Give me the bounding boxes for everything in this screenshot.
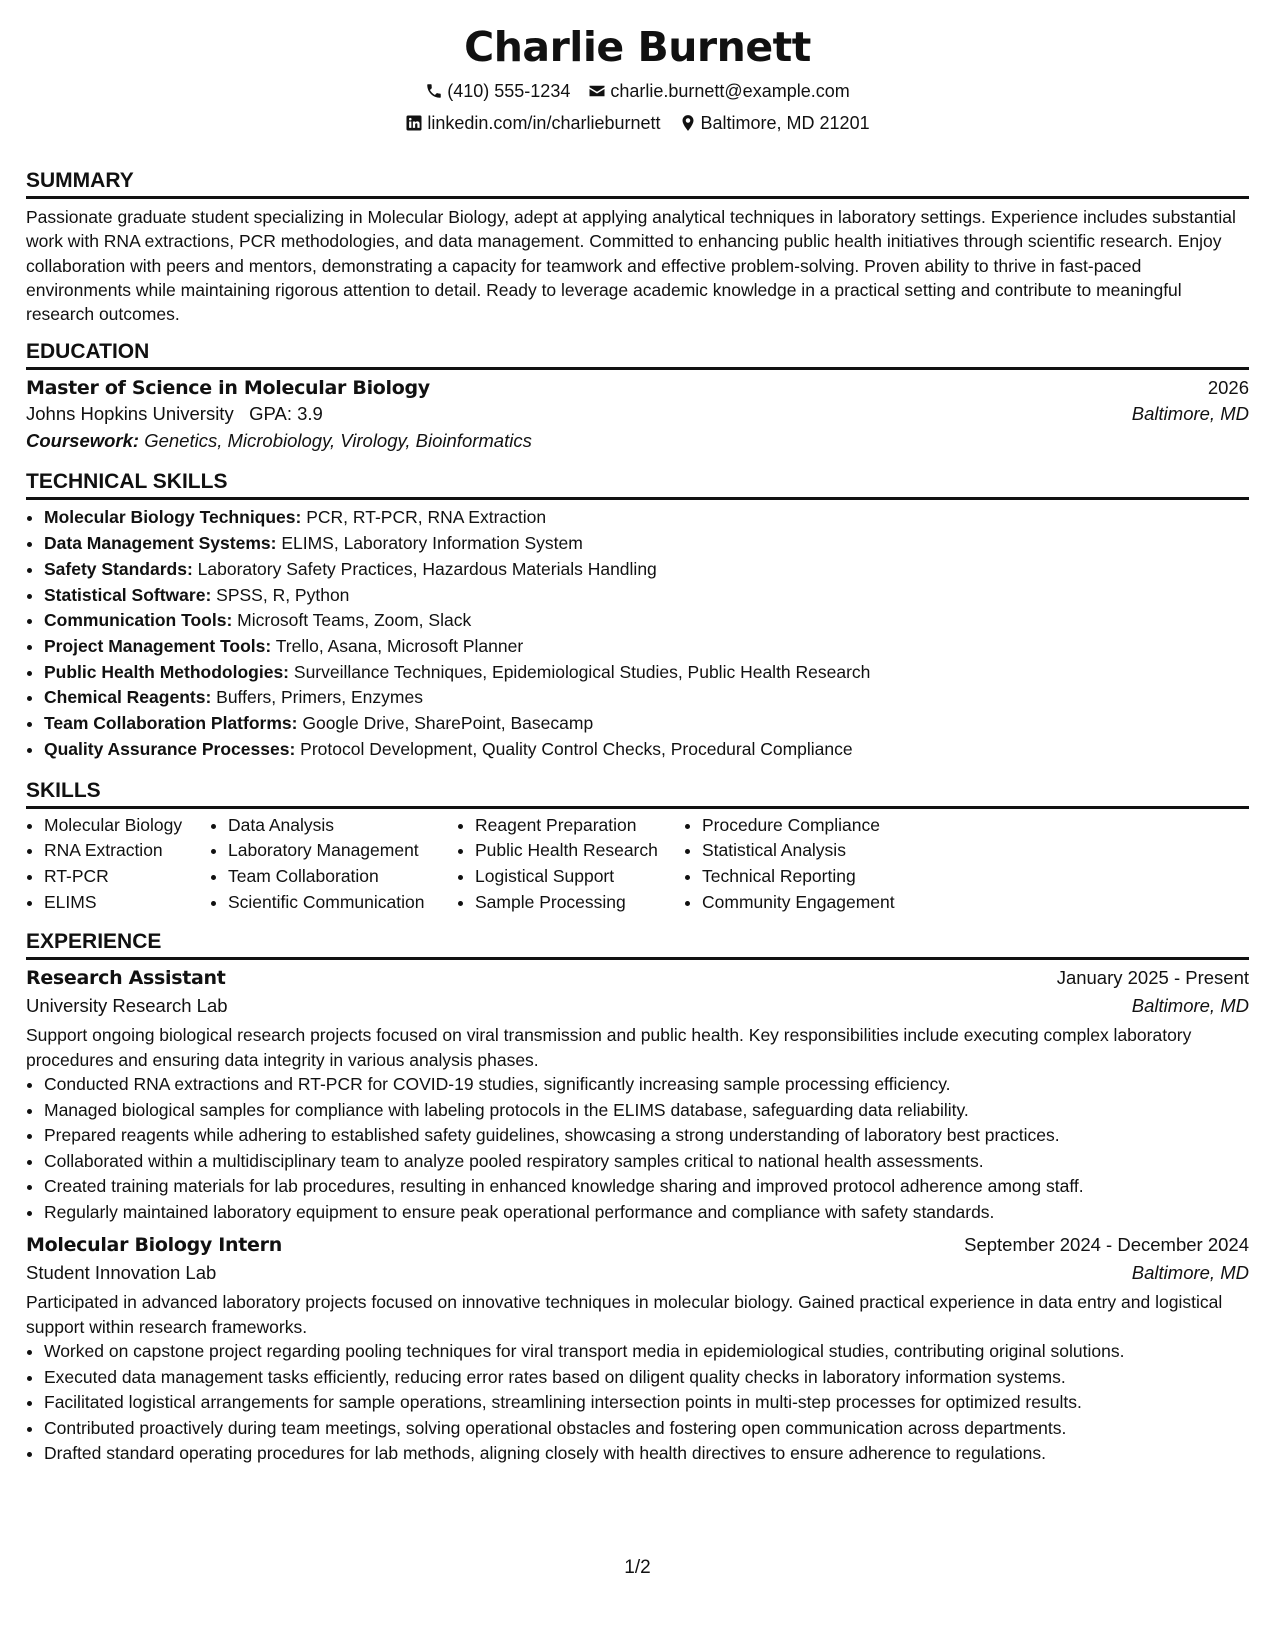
technical-skill-label: Quality Assurance Processes: bbox=[44, 738, 296, 759]
summary-section bbox=[26, 168, 1249, 326]
skill-item: • Statistical Analysis bbox=[702, 838, 924, 864]
organization-name: University Research Lab bbox=[26, 995, 228, 1017]
job-location: Baltimore, MD bbox=[1131, 995, 1249, 1017]
skill-item: • Team Collaboration bbox=[228, 864, 457, 890]
job-bullets bbox=[26, 1339, 1249, 1467]
skill-item: • Laboratory Management bbox=[228, 838, 457, 864]
technical-skill-label: Chemical Reagents: bbox=[44, 687, 212, 708]
coursework-list: Genetics, Microbiology, Virology, Bioinformatics bbox=[144, 430, 532, 452]
technical-skill-item bbox=[44, 608, 1249, 634]
technical-skill-item bbox=[44, 557, 1249, 583]
skill-item: • ELIMS bbox=[44, 890, 210, 916]
job-bullet: • Created training materials for lab procedures, resulting in enhanced knowledge sharing and improved protocol adherence among staff. bbox=[44, 1174, 1249, 1200]
experience-header-row bbox=[26, 1234, 1249, 1256]
skill-item: • Logistical Support bbox=[475, 864, 684, 890]
technical-skill-label: Public Health Methodologies: bbox=[44, 661, 290, 682]
technical-skills-heading: TECHNICAL SKILLS bbox=[26, 469, 1249, 500]
technical-skill-value: Buffers, Primers, Enzymes bbox=[216, 687, 423, 708]
organization-name: Student Innovation Lab bbox=[26, 1262, 217, 1284]
job-bullet: • Collaborated within a multidisciplinary team to analyze pooled respiratory samples critical to national health assessments. bbox=[44, 1149, 1249, 1175]
page-number: 1/2 bbox=[624, 1557, 651, 1578]
technical-skill-label: Communication Tools: bbox=[44, 610, 233, 631]
summary-text: Passionate graduate student specializing in Molecular Biology, adept at applying analytical techniques in laboratory settings. Experience includes substantial work with RNA extractions, PCR methodologies, and data management. Committed to enhancing public health initiatives through scientific research. Enjoy collaboration with peers and mentors, demonstrating a capacity for teamwork and effective problem-solving. Proven ability to thrive in fast-paced environments while maintaining rigorous attention to detail. Ready to leverage academic knowledge in a practical setting and contribute to meaningful research outcomes. bbox=[26, 207, 1236, 325]
skill-item: • Sample Processing bbox=[475, 890, 684, 916]
school-line bbox=[26, 403, 323, 425]
technical-skill-value: ELIMS, Laboratory Information System bbox=[281, 533, 583, 554]
location-text: Baltimore, MD 21201 bbox=[700, 113, 870, 133]
technical-skill-value: Trello, Asana, Microsoft Planner bbox=[275, 636, 524, 656]
experience-header-row bbox=[26, 967, 1249, 989]
coursework-line bbox=[26, 430, 1249, 452]
technical-skill-item bbox=[44, 737, 1249, 763]
experience-entry bbox=[26, 967, 1249, 1225]
skill-item: • RNA Extraction bbox=[44, 838, 210, 864]
education-location: Baltimore, MD bbox=[1131, 403, 1249, 425]
contact-row-1 bbox=[26, 79, 1249, 103]
skill-item: • Reagent Preparation bbox=[475, 813, 684, 839]
technical-skill-item bbox=[44, 634, 1249, 660]
technical-skill-label: Data Management Systems: bbox=[44, 533, 277, 554]
skills-grid bbox=[26, 813, 1249, 916]
experience-section bbox=[26, 929, 1249, 1467]
technical-skill-label: Statistical Software: bbox=[44, 584, 212, 605]
phone-contact bbox=[425, 79, 570, 103]
experience-heading: EXPERIENCE bbox=[26, 929, 1249, 960]
technical-skill-label: Molecular Biology Techniques: bbox=[44, 507, 302, 528]
skill-item: • Technical Reporting bbox=[702, 864, 924, 890]
gpa: GPA: 3.9 bbox=[249, 403, 323, 425]
technical-skill-label: Team Collaboration Platforms: bbox=[44, 713, 298, 734]
technical-skills-list bbox=[26, 505, 1249, 762]
degree-title: Master of Science in Molecular Biology bbox=[26, 377, 430, 400]
email-link[interactable]: charlie.burnett@example.com bbox=[610, 81, 850, 101]
skill-item: • Public Health Research bbox=[475, 838, 684, 864]
job-bullet: • Facilitated logistical arrangements for sample operations, streamlining intersection points in multi-step processes for optimized results. bbox=[44, 1390, 1249, 1416]
technical-skill-value: Laboratory Safety Practices, Hazardous Materials Handling bbox=[197, 558, 657, 579]
skills-column bbox=[210, 813, 457, 916]
experience-entry bbox=[26, 1234, 1249, 1467]
contact-row-2 bbox=[26, 111, 1249, 135]
location-contact bbox=[679, 111, 870, 135]
skill-item: • Procedure Compliance bbox=[702, 813, 924, 839]
job-location: Baltimore, MD bbox=[1131, 1262, 1249, 1284]
job-dates: September 2024 - December 2024 bbox=[964, 1234, 1249, 1256]
job-bullet: • Drafted standard operating procedures for lab methods, aligning closely with health directives to ensure adherence to regulations. bbox=[44, 1441, 1249, 1467]
skills-column bbox=[457, 813, 684, 916]
linkedin-icon bbox=[405, 114, 423, 132]
job-bullet: • Managed biological samples for compliance with labeling protocols in the ELIMS database, safeguarding data reliability. bbox=[44, 1098, 1249, 1124]
coursework-label: Coursework: bbox=[26, 430, 140, 452]
experience-sub-row bbox=[26, 1262, 1249, 1284]
education-header-row bbox=[26, 377, 1249, 399]
job-bullet: • Executed data management tasks efficiently, reducing error rates based on diligent quality checks in laboratory information systems. bbox=[44, 1365, 1249, 1391]
skill-item: • Community Engagement bbox=[702, 890, 924, 916]
graduation-year: 2026 bbox=[1207, 377, 1249, 399]
skill-item: • Data Analysis bbox=[228, 813, 457, 839]
skills-column bbox=[26, 813, 210, 916]
job-bullet: • Contributed proactively during team meetings, solving operational obstacles and fostering open communication across departments. bbox=[44, 1416, 1249, 1442]
job-description: Support ongoing biological research projects focused on viral transmission and public health. Key responsibilities include executing complex laboratory procedures and ensuring data integrity in various analysis phases. bbox=[26, 1025, 1192, 1070]
phone-text[interactable]: (410) 555-1234 bbox=[447, 81, 571, 101]
experience-list bbox=[26, 967, 1249, 1467]
education-sub-row bbox=[26, 403, 1249, 425]
skills-section bbox=[26, 778, 1249, 916]
linkedin-link[interactable]: linkedin.com/in/charlieburnett bbox=[427, 113, 661, 133]
technical-skill-item bbox=[44, 531, 1249, 557]
technical-skill-value: Surveillance Techniques, Epidemiological Studies, Public Health Research bbox=[293, 661, 871, 682]
candidate-name: Charlie Burnett bbox=[464, 23, 811, 71]
education-section bbox=[26, 339, 1249, 452]
summary-heading: SUMMARY bbox=[26, 168, 1249, 199]
technical-skill-item bbox=[44, 660, 1249, 686]
technical-skill-value: PCR, RT-PCR, RNA Extraction bbox=[306, 507, 547, 528]
technical-skill-label: Project Management Tools: bbox=[44, 636, 272, 656]
school-name: Johns Hopkins University bbox=[26, 403, 234, 425]
job-description: Participated in advanced laboratory projects focused on innovative techniques in molecular biology. Gained practical experience in data entry and logistical support within research frameworks. bbox=[26, 1292, 1223, 1337]
job-bullets bbox=[26, 1072, 1249, 1226]
technical-skill-value: Google Drive, SharePoint, Basecamp bbox=[302, 713, 594, 734]
technical-skill-value: Protocol Development, Quality Control Checks, Procedural Compliance bbox=[300, 738, 853, 759]
envelope-icon bbox=[588, 82, 606, 100]
job-dates: January 2025 - Present bbox=[1056, 967, 1249, 989]
technical-skill-item bbox=[44, 583, 1249, 609]
map-pin-icon bbox=[679, 114, 697, 132]
technical-skill-item bbox=[44, 505, 1249, 531]
job-bullet: • Worked on capstone project regarding pooling techniques for viral transport media in epidemiological studies, contributing original solutions. bbox=[44, 1339, 1249, 1365]
phone-icon bbox=[425, 82, 443, 100]
job-bullet: • Regularly maintained laboratory equipment to ensure peak operational performance and compliance with safety standards. bbox=[44, 1200, 1249, 1226]
experience-sub-row bbox=[26, 995, 1249, 1017]
education-heading: EDUCATION bbox=[26, 339, 1249, 370]
job-bullet: • Prepared reagents while adhering to established safety guidelines, showcasing a strong understanding of laboratory best practices. bbox=[44, 1123, 1249, 1149]
skill-item: • Scientific Communication bbox=[228, 890, 457, 916]
linkedin-contact bbox=[405, 111, 660, 135]
job-title: Research Assistant bbox=[26, 967, 226, 990]
technical-skill-item bbox=[44, 685, 1249, 711]
skills-column bbox=[684, 813, 924, 916]
email-contact bbox=[588, 79, 849, 103]
technical-skill-label: Safety Standards: bbox=[44, 558, 193, 579]
technical-skill-item bbox=[44, 711, 1249, 737]
skill-item: • Molecular Biology bbox=[44, 813, 210, 839]
technical-skill-value: SPSS, R, Python bbox=[216, 584, 350, 605]
technical-skill-value: Microsoft Teams, Zoom, Slack bbox=[237, 610, 472, 631]
skills-heading: SKILLS bbox=[26, 778, 1249, 809]
job-bullet: • Conducted RNA extractions and RT-PCR for COVID-19 studies, significantly increasing sample processing efficiency. bbox=[44, 1072, 1249, 1098]
skill-item: • RT-PCR bbox=[44, 864, 210, 890]
job-title: Molecular Biology Intern bbox=[26, 1234, 282, 1257]
technical-skills-section bbox=[26, 469, 1249, 762]
